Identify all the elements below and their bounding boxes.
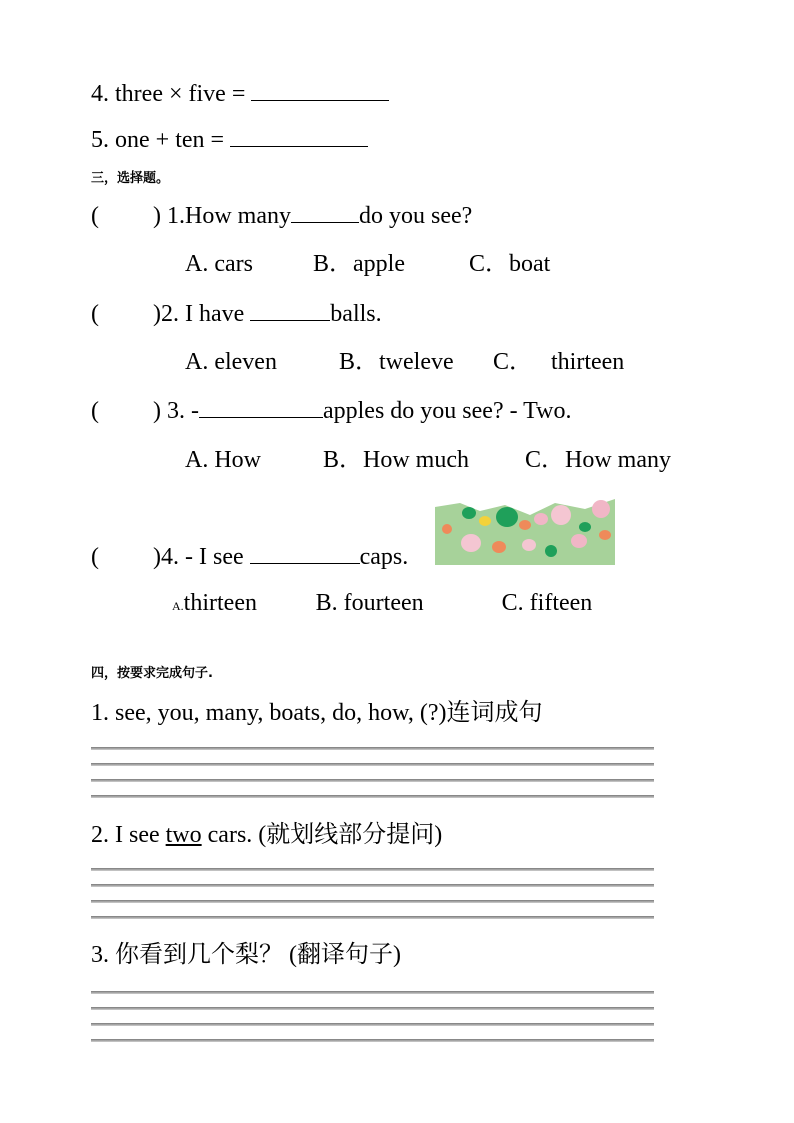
option-a[interactable]: A. How bbox=[185, 447, 261, 473]
option-c[interactable]: C. fifteen bbox=[501, 590, 593, 616]
item-text: 4. three × five = bbox=[91, 81, 246, 107]
options-1 bbox=[185, 250, 550, 278]
choice-question-3 bbox=[91, 397, 571, 425]
answer-paren[interactable]: ( bbox=[91, 398, 99, 424]
answer-paren[interactable]: ( bbox=[91, 544, 99, 570]
option-a[interactable]: A. cars bbox=[185, 251, 253, 277]
sentence-1: 1. see, you, many, boats, do, how, (?)连词成句 bbox=[91, 700, 543, 726]
question-text: caps. bbox=[359, 544, 409, 570]
option-c[interactable]: C．How many bbox=[525, 447, 671, 473]
question-number: ) 1. bbox=[153, 203, 185, 229]
option-b[interactable]: B．tweleve bbox=[339, 349, 454, 375]
question-text: apples do you see? - Two. bbox=[322, 398, 572, 424]
answer-paren[interactable]: ( bbox=[91, 301, 99, 327]
question-text: balls. bbox=[330, 301, 382, 327]
question-number: )2. bbox=[153, 301, 185, 327]
question-text: do you see? bbox=[358, 203, 473, 229]
fill-item-4 bbox=[91, 80, 389, 108]
choice-question-4 bbox=[91, 543, 408, 571]
item-text: 5. one + ten = bbox=[91, 127, 225, 153]
sentence-3: 3. 你看到几个梨？ (翻译句子) bbox=[91, 942, 401, 968]
options-2 bbox=[185, 348, 624, 376]
option-c[interactable]: C．boat bbox=[469, 251, 551, 277]
option-b[interactable]: B. fourteen bbox=[315, 590, 424, 616]
option-a[interactable]: A. bbox=[172, 599, 184, 613]
answer-blank[interactable] bbox=[250, 543, 360, 564]
choice-question-1 bbox=[91, 202, 472, 230]
caps-picture bbox=[435, 497, 615, 565]
question-number: ) 3. - bbox=[153, 398, 199, 424]
answer-blank[interactable] bbox=[291, 202, 359, 223]
underlined-word: two bbox=[165, 822, 202, 848]
sentence-2: 2. I see two cars. (就划线部分提问) bbox=[91, 822, 443, 848]
answer-blank[interactable] bbox=[199, 397, 323, 418]
fill-item-5 bbox=[91, 126, 368, 154]
section-4-title: 四，按要求完成句子. bbox=[91, 666, 213, 681]
option-c-text: thirteen bbox=[551, 349, 625, 375]
answer-blank[interactable] bbox=[251, 80, 389, 101]
question-text: How many bbox=[185, 203, 291, 229]
option-b[interactable]: B．How much bbox=[323, 447, 469, 473]
option-a[interactable]: A. eleven bbox=[185, 349, 277, 375]
options-3 bbox=[185, 446, 671, 474]
answer-blank[interactable] bbox=[230, 126, 368, 147]
option-a-text: thirteen bbox=[183, 590, 257, 616]
section-3-title: 三，选择题。 bbox=[91, 171, 170, 186]
choice-question-2 bbox=[91, 300, 382, 328]
option-b[interactable]: B．apple bbox=[313, 251, 405, 277]
answer-paren[interactable]: ( bbox=[91, 203, 99, 229]
question-text: I have bbox=[185, 301, 251, 327]
answer-blank[interactable] bbox=[250, 300, 330, 321]
option-c[interactable]: C． bbox=[493, 349, 534, 375]
grass-background bbox=[435, 499, 615, 565]
options-4 bbox=[172, 589, 592, 620]
question-number: )4. - I see bbox=[153, 544, 250, 570]
